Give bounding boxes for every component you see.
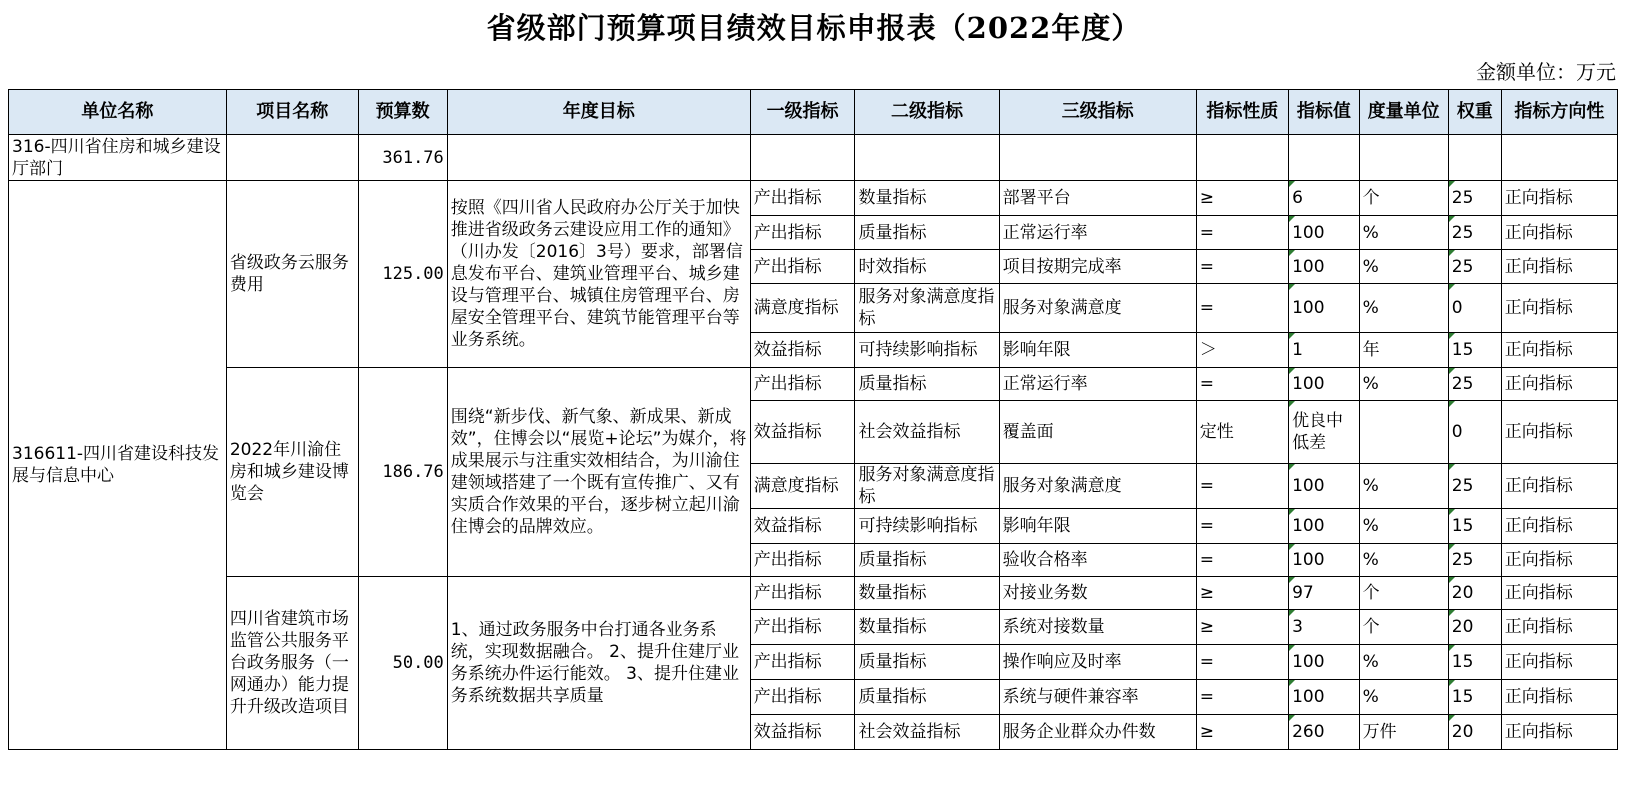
unit-name-cell: 316611-四川省建设科技发展与信息中心 [9,181,227,750]
nature-cell: = [1196,464,1288,509]
value-cell: 1 [1289,333,1360,368]
value-cell: 100 [1289,464,1360,509]
level1-cell: 产出指标 [750,250,855,284]
direction-cell: 正向指标 [1501,333,1617,368]
level3-cell: 验收合格率 [999,544,1196,577]
value-cell: 100 [1289,680,1360,715]
header-cell: 项目名称 [226,90,358,135]
nature-cell: ≥ [1196,181,1288,216]
weight-cell: 15 [1448,645,1501,680]
unit-cell: % [1359,509,1448,544]
level2-cell: 质量指标 [855,544,999,577]
level2-cell: 可持续影响指标 [855,509,999,544]
level1-cell: 产出指标 [750,368,855,401]
header-cell: 指标值 [1289,90,1360,135]
level1-cell: 产出指标 [750,610,855,645]
value-cell: 100 [1289,645,1360,680]
level2-cell: 服务对象满意度指标 [855,464,999,509]
level1-cell: 效益指标 [750,715,855,750]
value-cell: 3 [1289,610,1360,645]
level1-cell: 满意度指标 [750,284,855,333]
level1-cell: 效益指标 [750,509,855,544]
weight-cell: 15 [1448,509,1501,544]
weight-cell: 15 [1448,333,1501,368]
unit-cell: 个 [1359,610,1448,645]
unit-cell: % [1359,368,1448,401]
level1-cell: 产出指标 [750,216,855,250]
level3-cell: 操作响应及时率 [999,645,1196,680]
level2-cell: 质量指标 [855,645,999,680]
dept-name-cell: 316-四川省住房和城乡建设厅部门 [9,135,227,181]
project-name-cell: 四川省建筑市场监管公共服务平台政务服务（一网通办）能力提升升级改造项目 [226,577,358,750]
currency-unit-label: 金额单位：万元 [1476,60,1616,84]
weight-cell: 20 [1448,715,1501,750]
direction-cell: 正向指标 [1501,216,1617,250]
level3-cell: 系统与硬件兼容率 [999,680,1196,715]
dept-budget-cell: 361.76 [358,135,447,181]
weight-cell: 25 [1448,216,1501,250]
level1-cell: 产出指标 [750,680,855,715]
direction-cell: 正向指标 [1501,645,1617,680]
unit-cell: % [1359,464,1448,509]
value-cell: 100 [1289,250,1360,284]
nature-cell: = [1196,645,1288,680]
header-cell: 指标性质 [1196,90,1288,135]
indicator-row [9,181,1618,216]
level2-cell: 社会效益指标 [855,401,999,464]
level3-cell: 覆盖面 [999,401,1196,464]
level2-cell: 质量指标 [855,368,999,401]
nature-cell: = [1196,509,1288,544]
level2-cell: 数量指标 [855,577,999,610]
unit-cell: 个 [1359,181,1448,216]
value-cell: 100 [1289,368,1360,401]
direction-cell: 正向指标 [1501,610,1617,645]
value-cell: 260 [1289,715,1360,750]
unit-cell: 年 [1359,333,1448,368]
level3-cell: 部署平台 [999,181,1196,216]
weight-cell: 20 [1448,577,1501,610]
weight-cell: 20 [1448,610,1501,645]
level2-cell: 时效指标 [855,250,999,284]
indicator-row [9,368,1618,401]
weight-cell: 25 [1448,544,1501,577]
value-cell: 优良中低差 [1289,401,1360,464]
header-cell: 指标方向性 [1501,90,1617,135]
level2-cell: 质量指标 [855,680,999,715]
level2-cell: 质量指标 [855,216,999,250]
level1-cell: 产出指标 [750,544,855,577]
direction-cell: 正向指标 [1501,464,1617,509]
direction-cell: 正向指标 [1501,181,1617,216]
nature-cell: ≥ [1196,577,1288,610]
level1-cell: 满意度指标 [750,464,855,509]
project-budget-cell: 186.76 [358,368,447,577]
level3-cell: 影响年限 [999,509,1196,544]
unit-cell: % [1359,216,1448,250]
direction-cell: 正向指标 [1501,250,1617,284]
level1-cell: 产出指标 [750,645,855,680]
direction-cell: 正向指标 [1501,544,1617,577]
indicator-row [9,577,1618,610]
header-cell: 二级指标 [855,90,999,135]
header-cell: 三级指标 [999,90,1196,135]
value-cell: 100 [1289,544,1360,577]
level3-cell: 正常运行率 [999,216,1196,250]
header-row [9,90,1618,135]
unit-cell: % [1359,544,1448,577]
unit-cell [1359,401,1448,464]
level1-cell: 产出指标 [750,577,855,610]
value-cell: 97 [1289,577,1360,610]
nature-cell: = [1196,680,1288,715]
nature-cell: ≥ [1196,715,1288,750]
header-cell: 预算数 [358,90,447,135]
weight-cell: 0 [1448,401,1501,464]
value-cell: 100 [1289,509,1360,544]
unit-cell: % [1359,680,1448,715]
level3-cell: 服务对象满意度 [999,464,1196,509]
level1-cell: 产出指标 [750,181,855,216]
level3-cell: 服务对象满意度 [999,284,1196,333]
unit-cell: % [1359,250,1448,284]
value-cell: 6 [1289,181,1360,216]
nature-cell: = [1196,368,1288,401]
level3-cell: 正常运行率 [999,368,1196,401]
level2-cell: 可持续影响指标 [855,333,999,368]
weight-cell: 25 [1448,250,1501,284]
value-cell: 100 [1289,284,1360,333]
annual-goal-cell: 按照《四川省人民政府办公厅关于加快推进省级政务云建设应用工作的通知》（川办发〔2016〕3号）要求，部署信息发布平台、建筑业管理平台、城乡建设与管理平台、城镇住房管理平台、房屋安全管理平台、建筑节能管理平台等业务系统。 [447,181,750,368]
direction-cell: 正向指标 [1501,284,1617,333]
weight-cell: 25 [1448,368,1501,401]
direction-cell: 正向指标 [1501,509,1617,544]
nature-cell: ＞ [1196,333,1288,368]
page-title: 省级部门预算项目绩效目标申报表（2022年度） [486,11,1142,45]
level2-cell: 社会效益指标 [855,715,999,750]
annual-goal-cell: 1、通过政务服务中台打通各业务系统，实现数据融合。 2、提升住建厅业务系统办件运行能效。 3、提升住建业务系统数据共享质量 [447,577,750,750]
weight-cell: 25 [1448,464,1501,509]
direction-cell: 正向指标 [1501,715,1617,750]
nature-cell: = [1196,544,1288,577]
direction-cell: 正向指标 [1501,368,1617,401]
project-budget-cell: 125.00 [358,181,447,368]
unit-cell: % [1359,284,1448,333]
dept-row [9,135,1618,181]
level3-cell: 系统对接数量 [999,610,1196,645]
level1-cell: 效益指标 [750,401,855,464]
level1-cell: 效益指标 [750,333,855,368]
unit-cell: 万件 [1359,715,1448,750]
direction-cell: 正向指标 [1501,577,1617,610]
header-cell: 年度目标 [447,90,750,135]
level2-cell: 服务对象满意度指标 [855,284,999,333]
weight-cell: 0 [1448,284,1501,333]
unit-cell: 个 [1359,577,1448,610]
level2-cell: 数量指标 [855,610,999,645]
weight-cell: 15 [1448,680,1501,715]
direction-cell: 正向指标 [1501,680,1617,715]
budget-performance-table [8,89,1618,750]
level3-cell: 项目按期完成率 [999,250,1196,284]
nature-cell: = [1196,216,1288,250]
project-name-cell: 省级政务云服务费用 [226,181,358,368]
level3-cell: 服务企业群众办件数 [999,715,1196,750]
weight-cell: 25 [1448,181,1501,216]
level3-cell: 对接业务数 [999,577,1196,610]
level2-cell: 数量指标 [855,181,999,216]
project-budget-cell: 50.00 [358,577,447,750]
annual-goal-cell: 围绕“新步伐、新气象、新成果、新成效”，住博会以“展览+论坛”为媒介，将成果展示与注重实效相结合，为川渝住建领域搭建了一个既有宣传推广、又有实质合作效果的平台，逐步树立起川渝住博会的品牌效应。 [447,368,750,577]
direction-cell: 正向指标 [1501,401,1617,464]
header-cell: 一级指标 [750,90,855,135]
nature-cell: 定性 [1196,401,1288,464]
level3-cell: 影响年限 [999,333,1196,368]
header-cell: 单位名称 [9,90,227,135]
nature-cell: = [1196,284,1288,333]
project-name-cell: 2022年川渝住房和城乡建设博览会 [226,368,358,577]
nature-cell: = [1196,250,1288,284]
header-cell: 权重 [1448,90,1501,135]
nature-cell: ≥ [1196,610,1288,645]
value-cell: 100 [1289,216,1360,250]
unit-cell: % [1359,645,1448,680]
header-cell: 度量单位 [1359,90,1448,135]
